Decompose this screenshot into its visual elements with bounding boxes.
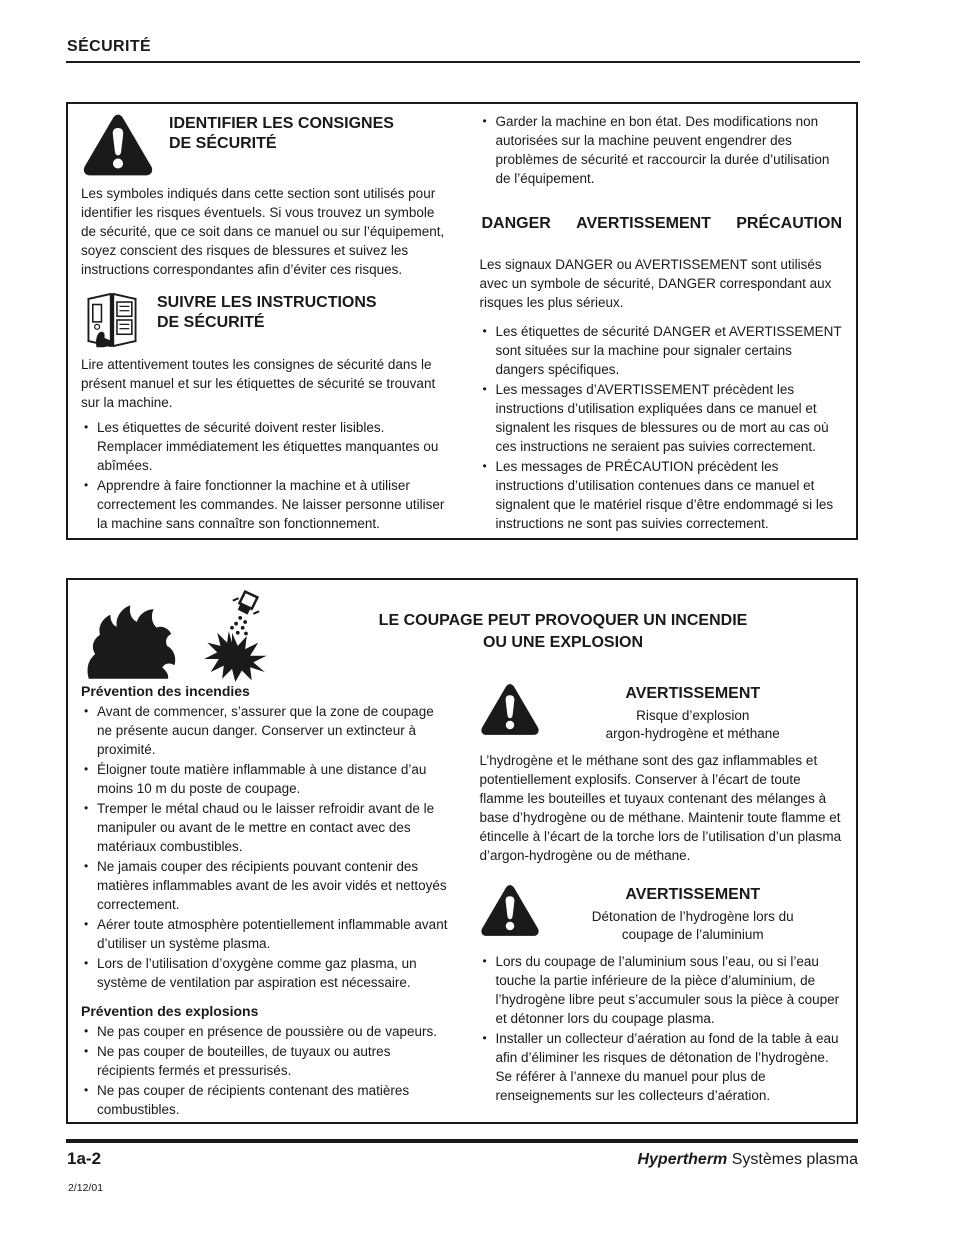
signal-paragraph: Les signaux DANGER ou AVERTISSEMENT sont utilisés avec un symbole de sécurité, DANGER correspondant aux risques les plus sérieux. [479, 257, 832, 310]
list-item: • Apprendre à faire fonctionner la machine et à utiliser correctement les commandes. Ne laisser personne utiliser la machine sans connaître son fonctionnement. [97, 476, 449, 533]
list-item: • Lors du coupage de l’aluminium sous l’eau, ou si l’eau touche la partie inférieure de la pièce d’aluminium, de l’hydrogène libre peut s’accumuler sous la pièce à couper et détonner lors du coupage plasma. [495, 952, 844, 1028]
warning1-titles [541, 682, 844, 743]
identify-heading-row [81, 112, 449, 178]
signal-word-precaution: PRÉCAUTION [736, 215, 842, 232]
fire-prevention-heading: Prévention des incendies [81, 683, 250, 699]
explosion-prevention-list [81, 1022, 449, 1119]
fire-box-title-line1: LE COUPAGE PEUT PROVOQUER UN INCENDIE [378, 612, 748, 629]
list-item: • Les messages de PRÉCAUTION précèdent les instructions d’utilisation contenues dans ce manuel et signalent que le matériel risque d’être endommagé si les instructions ne sont pas suivies correctement. [495, 457, 844, 533]
list-item: • Ne jamais couper des récipients pouvant contenir des matières inflammables avant de les avoir vidés et nettoyés correctement. [97, 857, 449, 914]
fire-box-title-line2: OU UNE EXPLOSION [482, 634, 644, 651]
list-item: • Les étiquettes de sécurité DANGER et AVERTISSEMENT sont situées sur la machine pour signaler certains dangers spécifiques. [495, 322, 844, 379]
identify-heading-line2: DE SÉCURITÉ [169, 135, 277, 152]
machine-condition-list [479, 112, 844, 188]
fire-icon [84, 602, 180, 682]
signal-bullet-list [479, 322, 844, 533]
fire-box-header [68, 580, 856, 678]
list-item: • Installer un collecteur d’aération au fond de la table à eau afin d’éliminer les risques de détonation de l’hydrogène. Se référer à l’annexe du manuel pour plus de renseignements sur les collecteurs d’aération. [495, 1029, 844, 1105]
follow-heading-row [81, 291, 449, 349]
footer-brand-suffix: Systèmes plasma [727, 1151, 858, 1168]
follow-heading [157, 293, 377, 333]
footer-brand [637, 1150, 858, 1169]
fire-explosion-box [66, 578, 858, 1124]
list-item: • Les messages d’AVERTISSEMENT précèdent les instructions d’utilisation expliquées dans ce manuel et signalent les risques de blessures ou de mort au cas où ces instructions ne seraient pas suivies correctement. [495, 380, 844, 456]
page-section-title: SÉCURITÉ [67, 38, 152, 55]
warning2-titles [541, 883, 844, 944]
safety-symbols-right-column [479, 112, 844, 534]
list-item: • Aérer toute atmosphère potentiellement inflammable avant d’utiliser un système plasma. [97, 915, 449, 953]
warning2-subtitle-line2: coupage de l’aluminium [621, 927, 764, 942]
warning1-subtitle-line1: Risque d’explosion [636, 708, 750, 723]
identify-paragraph: Les symboles indiqués dans cette section sont utilisés pour identifier les risques éventuels. Si vous trouvez un symbole de sécurité, que ce soit dans ce manuel ou sur l’équipement, soyez conscient des risques de blessures et suivez les instructions correspondantes afin d’éviter ces risques. [81, 186, 445, 277]
warning-triangle-icon [479, 883, 541, 938]
safety-symbols-box [66, 102, 858, 540]
safety-manual-icon [81, 291, 143, 349]
fire-box-left-column [81, 682, 449, 1120]
follow-paragraph: Lire attentivement toutes les consignes de sécurité dans le présent manuel et sur les étiquettes de sécurité se trouvant sur la machine. [81, 357, 436, 410]
follow-bullet-list [81, 418, 449, 533]
footer-date: 2/12/01 [68, 1182, 104, 1194]
fire-box-right-column [479, 682, 844, 1120]
warning-triangle-icon [479, 682, 541, 737]
list-item: • Lors de l’utilisation d’oxygène comme gaz plasma, un système de ventilation par aspiration est nécessaire. [97, 954, 449, 992]
list-item: • Ne pas couper de bouteilles, de tuyaux ou autres récipients fermés et pressurisés. [97, 1042, 449, 1080]
explosion-icon [190, 590, 274, 682]
signal-word-avertissement: AVERTISSEMENT [576, 215, 711, 232]
identify-heading-line1: IDENTIFIER LES CONSIGNES [169, 115, 394, 132]
identify-heading [169, 114, 394, 154]
warning1-heading: AVERTISSEMENT [625, 685, 761, 702]
footer-rule [66, 1139, 858, 1143]
list-item: • Avant de commencer, s’assurer que la zone de coupage ne présente aucun danger. Conserver un extincteur à proximité. [97, 702, 449, 759]
warning-triangle-icon [81, 112, 155, 178]
header-rule [66, 61, 860, 63]
footer-page-number: 1a-2 [67, 1149, 102, 1168]
fire-box-icons [84, 590, 284, 682]
warning2-heading-row [479, 883, 844, 944]
fire-box-title [284, 590, 842, 654]
list-item: • Ne pas couper en présence de poussière ou de vapeurs. [97, 1022, 449, 1041]
list-item: • Les étiquettes de sécurité doivent rester lisibles. Remplacer immédiatement les étiquettes manquantes ou abîmées. [97, 418, 449, 475]
warning1-heading-row [479, 682, 844, 743]
fire-prevention-list [81, 702, 449, 992]
signal-word-danger: DANGER [481, 215, 551, 232]
signal-words-heading [481, 214, 842, 233]
safety-symbols-left-column [81, 112, 449, 534]
list-item: • Ne pas couper de récipients contenant des matières combustibles. [97, 1081, 449, 1119]
warning2-bullet-list [479, 952, 844, 1105]
list-item: • Garder la machine en bon état. Des modifications non autorisées sur la machine peuvent engendrer des problèmes de sécurité et raccourcir la durée d’utilisation de l’équipement. [495, 112, 844, 188]
warning1-subtitle-line2: argon-hydrogène et méthane [605, 726, 780, 741]
explosion-prevention-heading: Prévention des explosions [81, 1003, 259, 1019]
follow-heading-line2: DE SÉCURITÉ [157, 314, 265, 331]
warning1-paragraph: L’hydrogène et le méthane sont des gaz inflammables et potentiellement explosifs. Conserver à l’écart de toute flamme les bouteilles et tuyaux contenant des mélanges à base d’hydrogène ou de méthane. Maintenir toute flamme et étincelle à l’écart de la torche lors de l’utilisation d’un plasma d’argon-hydrogène ou de méthane. [479, 753, 842, 863]
warning2-subtitle-line1: Détonation de l’hydrogène lors du [591, 909, 794, 924]
warning2-heading: AVERTISSEMENT [625, 886, 761, 903]
footer-brand-name: Hypertherm [637, 1151, 728, 1168]
list-item: • Éloigner toute matière inflammable à une distance d’au moins 10 m du poste de coupage. [97, 760, 449, 798]
follow-heading-line1: SUIVRE LES INSTRUCTIONS [157, 294, 377, 311]
list-item: • Tremper le métal chaud ou le laisser refroidir avant de le manipuler ou avant de le mettre en contact avec des matériaux combustibles. [97, 799, 449, 856]
